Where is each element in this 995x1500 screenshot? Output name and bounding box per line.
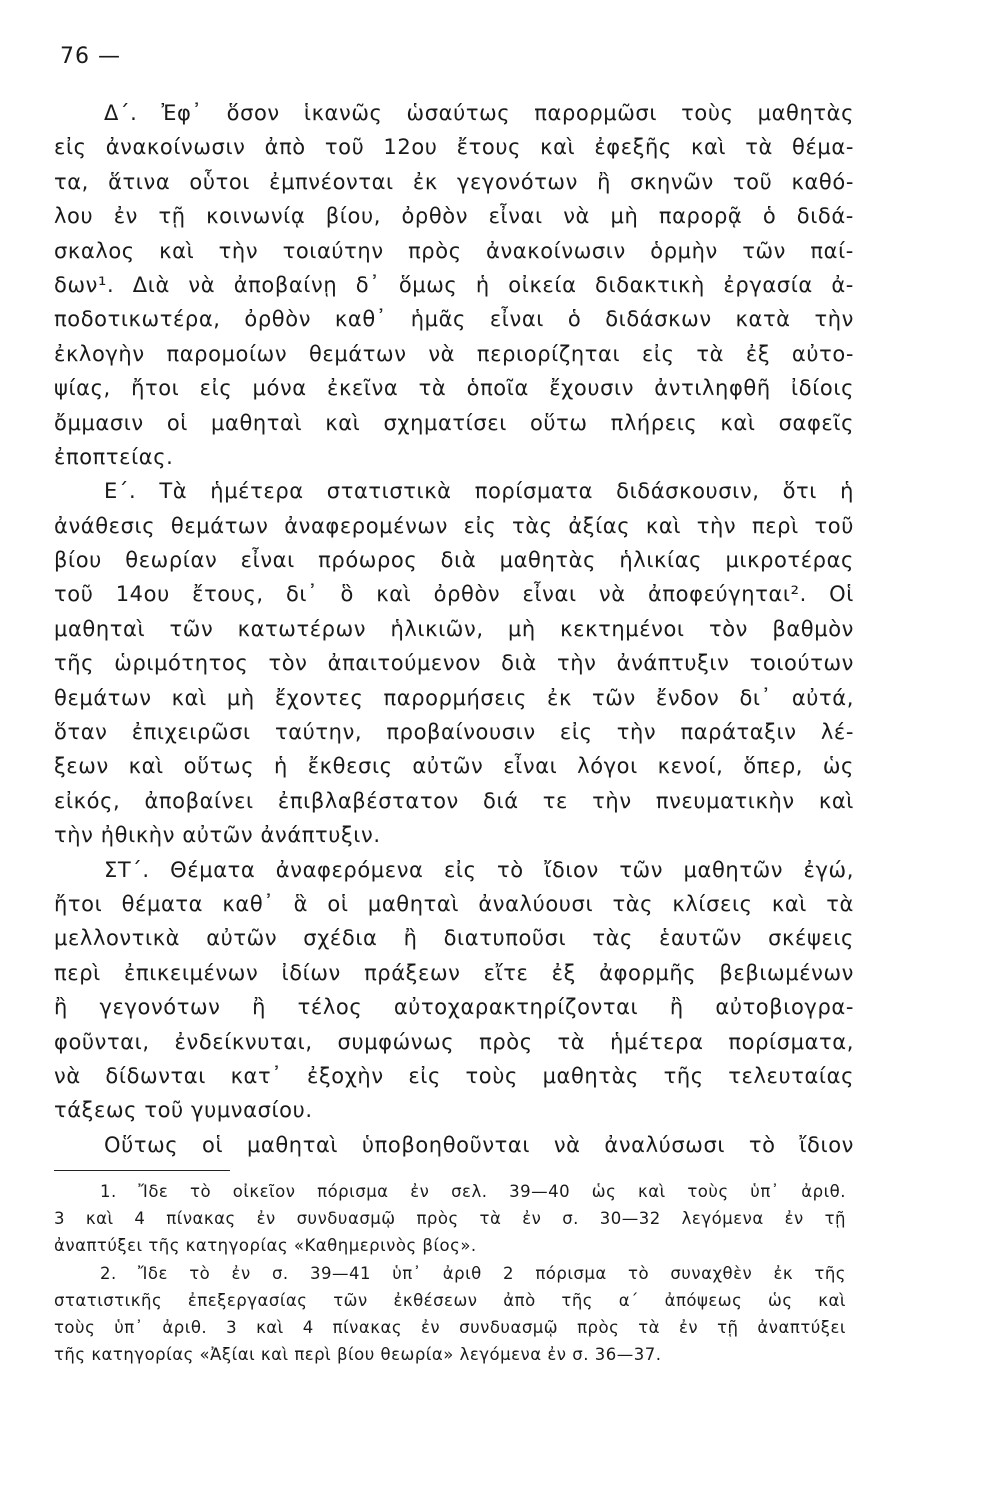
- text-line: τὴν ἠθικὴν αὐτῶν ἀνάπτυξιν.: [54, 823, 381, 848]
- text-line: τοῦ 14ου ἔτους, δι᾿ ὃ καὶ ὀρθὸν εἶναι νὰ ἀποφεύγηται². Οἱ: [54, 582, 854, 607]
- body-text: [54, 96, 854, 1162]
- text-line: ὄμμασιν οἱ μαθηταὶ καὶ σχηματίσει οὕτω πλήρεις καὶ σαφεῖς: [54, 410, 854, 435]
- text-line: λου ἐν τῇ κοινωνίᾳ βίου, ὀρθὸν εἶναι νὰ μὴ παρορᾷ ὁ διδά-: [54, 204, 854, 229]
- footnotes: [54, 1178, 846, 1368]
- text-line: ἀνάθεσις θεμάτων ἀναφερομένων εἰς τὰς ἀξίας καὶ τὴν περὶ τοῦ: [54, 513, 854, 538]
- text-line: μελλοντικὰ αὐτῶν σχέδια ἢ διατυποῦσι τὰς ἑαυτῶν σκέψεις: [54, 926, 854, 951]
- text-line: ἐκλογὴν παρομοίων θεμάτων νὰ περιορίζηται εἰς τὰ ἐξ αὐτο-: [54, 341, 854, 366]
- footnote-divider: [54, 1170, 230, 1171]
- text-line: ἐποπτείας.: [54, 444, 174, 469]
- text-line: μαθηταὶ τῶν κατωτέρων ἡλικιῶν, μὴ κεκτημένοι τὸν βαθμὸν: [54, 616, 854, 641]
- footnote-line: τοὺς ὑπ᾿ ἀριθ. 3 καὶ 4 πίνακας ἐν συνδυασμῷ πρὸς τὰ ἐν τῇ ἀναπτύξει: [54, 1317, 846, 1337]
- text-line: ἤτοι θέματα καθ᾿ ἃ οἱ μαθηταὶ ἀναλύουσι τὰς κλίσεις καὶ τὰ: [54, 891, 854, 916]
- text-line: εἰκός, ἀποβαίνει ἐπιβλαβέστατον διά τε τὴν πνευματικὴν καὶ: [54, 788, 854, 813]
- text-line: ὅταν ἐπιχειρῶσι ταύτην, προβαίνουσιν εἰς τὴν παράταξιν λέ-: [54, 720, 854, 745]
- text-line: ποδοτικωτέρα, ὀρθὸν καθ᾿ ἡμᾶς εἶναι ὁ διδάσκων κατὰ τὴν: [54, 307, 854, 332]
- footnote-line: στατιστικῆς ἐπεξεργασίας τῶν ἐκθέσεων ἀπὸ τῆς α΄ ἀπόψεως ὡς καὶ: [54, 1290, 846, 1310]
- footnote-line: 2. Ἴδε τὸ ἐν σ. 39—41 ὑπ᾿ ἀριθ 2 πόρισμα τὸ συναχθὲν ἐκ τῆς: [100, 1263, 846, 1283]
- text-line: τάξεως τοῦ γυμνασίου.: [54, 1098, 313, 1123]
- text-line: περὶ ἐπικειμένων ἰδίων πράξεων εἴτε ἐξ ἀφορμῆς βεβιωμένων: [54, 960, 854, 985]
- text-line: Ε΄. Τὰ ἡμέτερα στατιστικὰ πορίσματα διδάσκουσιν, ὅτι ἡ: [104, 479, 854, 504]
- text-line: ξεων καὶ οὕτως ἡ ἔκθεσις αὐτῶν εἶναι λόγοι κενοί, ὅπερ, ὡς: [54, 754, 854, 779]
- text-line: Δ΄. Ἐφ᾿ ὅσον ἱκανῶς ὡσαύτως παρορμῶσι τοὺς μαθητὰς: [104, 101, 854, 125]
- text-line: φοῦνται, ἐνδείκνυται, συμφώνως πρὸς τὰ ἡμέτερα πορίσματα,: [54, 1029, 854, 1054]
- footnote-line: 1. Ἴδε τὸ οἰκεῖον πόρισμα ἐν σελ. 39—40 ὡς καὶ τοὺς ὑπ᾿ ἀριθ.: [100, 1182, 846, 1201]
- text-line: δων¹. Διὰ νὰ ἀποβαίνῃ δ᾿ ὅμως ἡ οἰκεία διδακτικὴ ἐργασία ἀ-: [54, 272, 854, 297]
- text-line: σκαλος καὶ τὴν τοιαύτην πρὸς ἀνακοίνωσιν ὁρμὴν τῶν παί-: [54, 238, 854, 263]
- footnote-line: τῆς κατηγορίας «Ἀξίαι καὶ περὶ βίου θεωρία» λεγόμενα ἐν σ. 36—37.: [54, 1345, 662, 1365]
- footnote-line: 3 καὶ 4 πίνακας ἐν συνδυασμῷ πρὸς τὰ ἐν σ. 30—32 λεγόμενα ἐν τῇ: [54, 1209, 846, 1229]
- page-number: 76 —: [60, 44, 121, 69]
- text-line: τῆς ὡριμότητος τὸν ἀπαιτούμενον διὰ τὴν ἀνάπτυξιν τοιούτων: [54, 651, 854, 676]
- text-line: βίου θεωρίαν εἶναι πρόωρος διὰ μαθητὰς ἡλικίας μικροτέρας: [54, 548, 854, 573]
- footnote-line: ἀναπτύξει τῆς κατηγορίας «Καθημερινὸς βίος».: [54, 1236, 477, 1256]
- text-line: θεμάτων καὶ μὴ ἔχοντες παρορμήσεις ἐκ τῶν ἔνδον δι᾿ αὐτά,: [54, 685, 854, 710]
- text-line: τα, ἅτινα οὗτοι ἐμπνέονται ἐκ γεγονότων ἢ σκηνῶν τοῦ καθό-: [54, 169, 854, 194]
- text-line: εἰς ἀνακοίνωσιν ἀπὸ τοῦ 12ου ἔτους καὶ ἐφεξῆς καὶ τὰ θέμα-: [54, 135, 854, 160]
- text-line: νὰ δίδωνται κατ᾿ ἐξοχὴν εἰς τοὺς μαθητὰς τῆς τελευταίας: [54, 1063, 854, 1088]
- text-line: ΣΤ΄. Θέματα ἀναφερόμενα εἰς τὸ ἴδιον τῶν μαθητῶν ἐγώ,: [104, 857, 854, 882]
- text-line: Οὕτως οἱ μαθηταὶ ὑποβοηθοῦνται νὰ ἀναλύσωσι τὸ ἴδιον: [104, 1132, 854, 1157]
- text-line: ἢ γεγονότων ἢ τέλος αὐτοχαρακτηρίζονται ἢ αὐτοβιογρα-: [54, 995, 854, 1020]
- text-line: ψίας, ἤτοι εἰς μόνα ἐκεῖνα τὰ ὁποῖα ἔχουσιν ἀντιληφθῆ ἰδίοις: [54, 376, 854, 401]
